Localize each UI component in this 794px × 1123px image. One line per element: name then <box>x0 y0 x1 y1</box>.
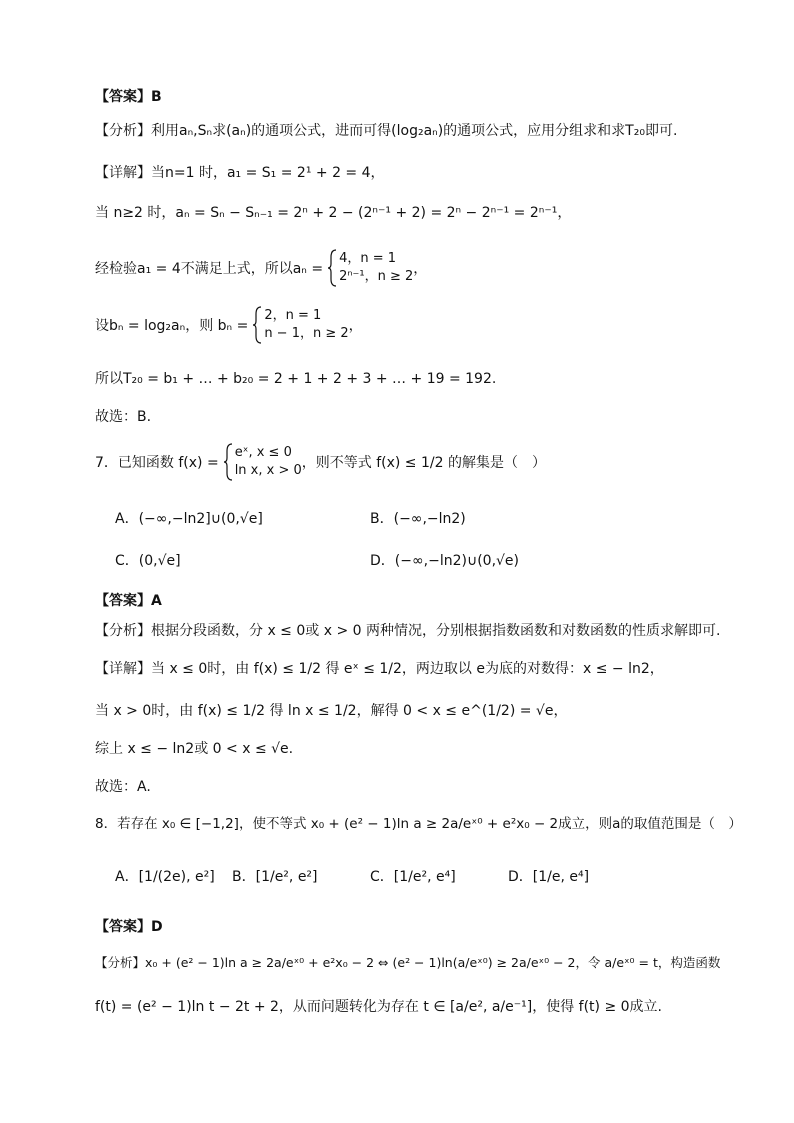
analysis-7: 【分析】根据分段函数，分 x ≤ 0或 x > 0 两种情况，分别根据指数函数和对数函数的性质求解即可. <box>95 623 721 639</box>
q7-option-a: A．(−∞,−ln2]∪(0,√e] <box>115 511 263 527</box>
detail-7-line-3: 综上 x ≤ − ln2或 0 < x ≤ √e. <box>95 741 294 757</box>
piecewise-an <box>339 250 413 286</box>
left-brace-icon <box>252 306 262 344</box>
piecewise-f-case-2: ln x, x > 0 <box>234 463 302 478</box>
piecewise-an-case-1: 4，n = 1 <box>339 251 397 266</box>
detail-6-line-5: 所以T₂₀ = b₁ + … + b₂₀ = 2 + 1 + 2 + 3 + … + 19 = 192. <box>95 371 497 387</box>
analysis-6: 【分析】利用aₙ,Sₙ求(aₙ)的通项公式，进而可得(log₂aₙ)的通项公式，应用分组求和求T₂₀即可. <box>95 123 678 139</box>
left-brace-icon <box>327 249 337 287</box>
answer-6: 【答案】B <box>95 89 162 105</box>
detail-7-line-1: 【详解】当 x ≤ 0时，由 f(x) ≤ 1/2 得 eˣ ≤ 1/2，两边取以 e为底的对数得：x ≤ − ln2， <box>95 661 664 677</box>
detail-6-line-6: 故选：B. <box>95 409 152 425</box>
question-7-prefix: 7．已知函数 f(x) = <box>95 455 219 471</box>
detail-7-line-2: 当 x > 0时，由 f(x) ≤ 1/2 得 ln x ≤ 1/2，解得 0 < x ≤ e^(1/2) = √e， <box>95 703 568 719</box>
analysis-8-line-1: 【分析】x₀ + (e² − 1)ln a ≥ 2a/eˣ⁰ + e²x₀ − 2 ⇔ (e² − 1)ln(a/eˣ⁰) ≥ 2a/eˣ⁰ − 2，令 a/eˣ⁰ = t，构造函数 <box>95 955 721 970</box>
detail-6-line-3 <box>95 249 427 287</box>
detail-7-line-4: 故选：A. <box>95 779 151 795</box>
answer-8: 【答案】D <box>95 919 163 935</box>
piecewise-bn <box>264 307 348 343</box>
question-7 <box>95 443 546 481</box>
detail-6-line-3-prefix: 经检验a₁ = 4不满足上式，所以aₙ = <box>95 261 324 277</box>
q7-option-d: D．(−∞,−ln2)∪(0,√e) <box>370 553 520 569</box>
answer-7: 【答案】A <box>95 593 162 609</box>
q8-option-d: D．[1/e, e⁴] <box>508 869 590 885</box>
question-7-suffix: ，则不等式 f(x) ≤ 1/2 的解集是（ ） <box>301 455 546 471</box>
question-8: 8．若存在 x₀ ∈ [−1,2]，使不等式 x₀ + (e² − 1)ln a ≥ 2a/eˣ⁰ + e²x₀ − 2成立，则a的取值范围是（ ） <box>95 816 742 832</box>
detail-6-line-3-suffix: ， <box>413 261 428 277</box>
piecewise-f-case-1: eˣ, x ≤ 0 <box>234 445 292 460</box>
q8-option-a: A．[1/(2e), e²] <box>115 869 215 885</box>
piecewise-bn-case-2: n − 1，n ≥ 2 <box>264 326 349 341</box>
q8-option-b: B．[1/e², e²] <box>232 869 318 885</box>
detail-6-line-4 <box>95 306 363 344</box>
piecewise-bn-case-1: 2，n = 1 <box>264 308 322 323</box>
detail-6-line-4-suffix: ， <box>348 318 363 334</box>
detail-6-line-2: 当 n≥2 时，aₙ = Sₙ − Sₙ₋₁ = 2ⁿ + 2 − (2ⁿ⁻¹ + 2) = 2ⁿ − 2ⁿ⁻¹ = 2ⁿ⁻¹， <box>95 205 572 221</box>
q7-option-c: C．(0,√e] <box>115 553 181 569</box>
q8-option-c: C．[1/e², e⁴] <box>370 869 456 885</box>
piecewise-an-case-2: 2ⁿ⁻¹，n ≥ 2 <box>339 269 414 284</box>
q7-option-b: B．(−∞,−ln2) <box>370 511 466 527</box>
detail-6-line-4-prefix: 设bₙ = log₂aₙ，则 bₙ = <box>95 318 249 334</box>
left-brace-icon <box>223 443 233 481</box>
analysis-8-line-2: f(t) = (e² − 1)ln t − 2t + 2，从而问题转化为存在 t ∈ [a/e², a/e⁻¹]，使得 f(t) ≥ 0成立. <box>95 999 662 1015</box>
piecewise-f <box>235 444 302 480</box>
detail-6-line-1: 【详解】当n=1 时，a₁ = S₁ = 2¹ + 2 = 4， <box>95 165 385 181</box>
